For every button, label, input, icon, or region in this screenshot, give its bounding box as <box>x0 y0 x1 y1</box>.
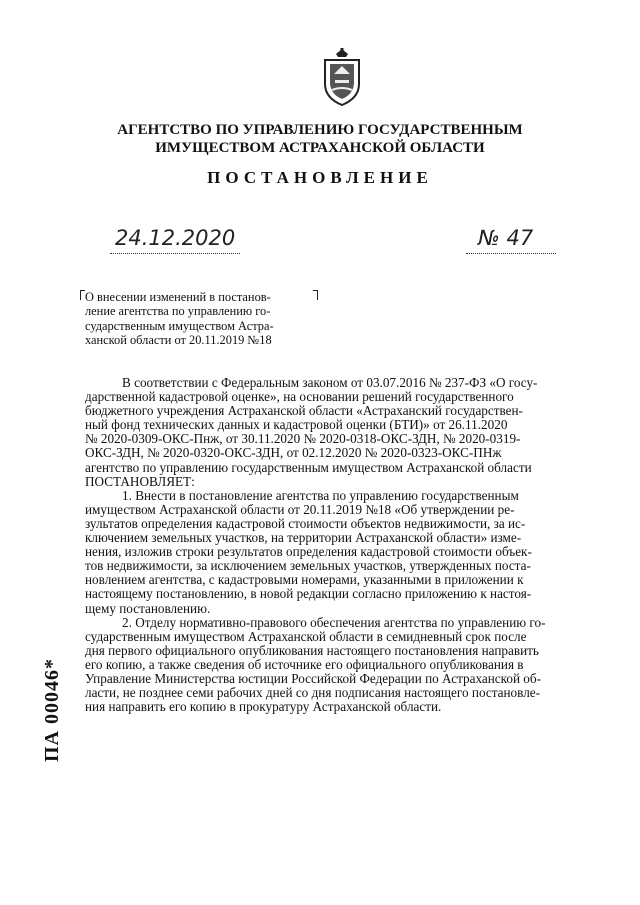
number-underline <box>466 253 556 254</box>
handwritten-date: 24.12.2020 <box>115 226 236 250</box>
document-body <box>85 376 607 714</box>
body-line: ПОСТАНОВЛЯЕТ: <box>85 473 195 489</box>
agency-name-line-2: ИМУЩЕСТВОМ АСТРАХАНСКОЙ ОБЛАСТИ <box>155 140 485 156</box>
body-line: ключением земельных участков, на территории Астраханской области» изме- <box>85 530 522 546</box>
body-line: ОКС-ЗДН, № 2020-0320-ОКС-ЗДН, от 02.12.2020 № 2020-0323-ОКС-ПНж <box>85 445 502 461</box>
date-underline <box>110 253 240 254</box>
body-line: щему постановлению. <box>85 600 211 616</box>
subject-line: сударственным имуществом Астра- <box>85 318 274 333</box>
document-type-title: ПОСТАНОВЛЕНИЕ <box>207 168 433 187</box>
body-line: нения, изложив строки результатов определения кадастровой стоимости объек- <box>85 544 532 560</box>
coat-of-arms-icon <box>322 48 362 106</box>
body-line: новлением агентства, с кадастровыми номерами, указанными в приложении к <box>85 572 524 588</box>
body-line: 1. Внести в постановление агентства по управлению государственным <box>122 487 519 503</box>
body-line: агентство по управлению государственным имуществом Астраханской области <box>85 459 532 475</box>
subject-line: О внесении изменений в постанов- <box>85 290 271 304</box>
body-line: его копию, а также сведения об источнике его официального опубликования в <box>85 656 524 672</box>
body-line: дарственной кадастровой оценке», на основании решений государственного <box>85 389 514 405</box>
body-line: 2. Отделу нормативно-правового обеспечения агентства по управлению го- <box>122 614 546 630</box>
body-line: дня первого официального опубликования настоящего постановления направить <box>85 642 539 658</box>
body-line: № 2020-0309-ОКС-Пнж, от 30.11.2020 № 2020-0318-ОКС-ЗДН, № 2020-0319- <box>85 431 521 447</box>
body-line: бюджетного учреждения Астраханской области «Астраханский государствен- <box>85 403 523 419</box>
subject-line: ханской области от 20.11.2019 №18 <box>85 333 272 348</box>
body-line: тов недвижимости, за исключением земельных участков, утвержденных поста- <box>85 558 531 574</box>
agency-name-line-1: АГЕНТСТВО ПО УПРАВЛЕНИЮ ГОСУДАРСТВЕННЫМ <box>117 122 523 138</box>
body-line: ния направить его копию в прокуратуру Астраханской области. <box>85 699 442 715</box>
subject-line: ление агентства по управлению го- <box>85 304 271 319</box>
body-line: В соответствии с Федеральным законом от 03.07.2016 № 237-ФЗ «О госу- <box>122 375 538 390</box>
body-line: Управление Министерства юстиции Российской Федерации по Астраханской об- <box>85 670 542 686</box>
handwritten-number: № 47 <box>478 226 534 250</box>
body-line: настоящему постановлению, в новой редакции согласно приложению к настоя- <box>85 586 532 602</box>
registration-stamp: ПА 00046* <box>41 658 63 762</box>
body-line: сударственным имуществом Астраханской области в семидневный срок после <box>85 628 527 644</box>
body-line: ласти, не позднее семи рабочих дней со дня подписания настоящего постановле- <box>85 685 541 701</box>
body-line: имуществом Астраханской области от 20.11.2019 №18 «Об утверждении ре- <box>85 501 515 517</box>
body-line: зультатов определения кадастровой стоимости объектов недвижимости, за ис- <box>85 515 526 531</box>
body-line: ный фонд технических данных и кадастровой оценки (БТИ)» от 26.11.2020 <box>85 417 508 433</box>
subject-block <box>85 290 320 348</box>
